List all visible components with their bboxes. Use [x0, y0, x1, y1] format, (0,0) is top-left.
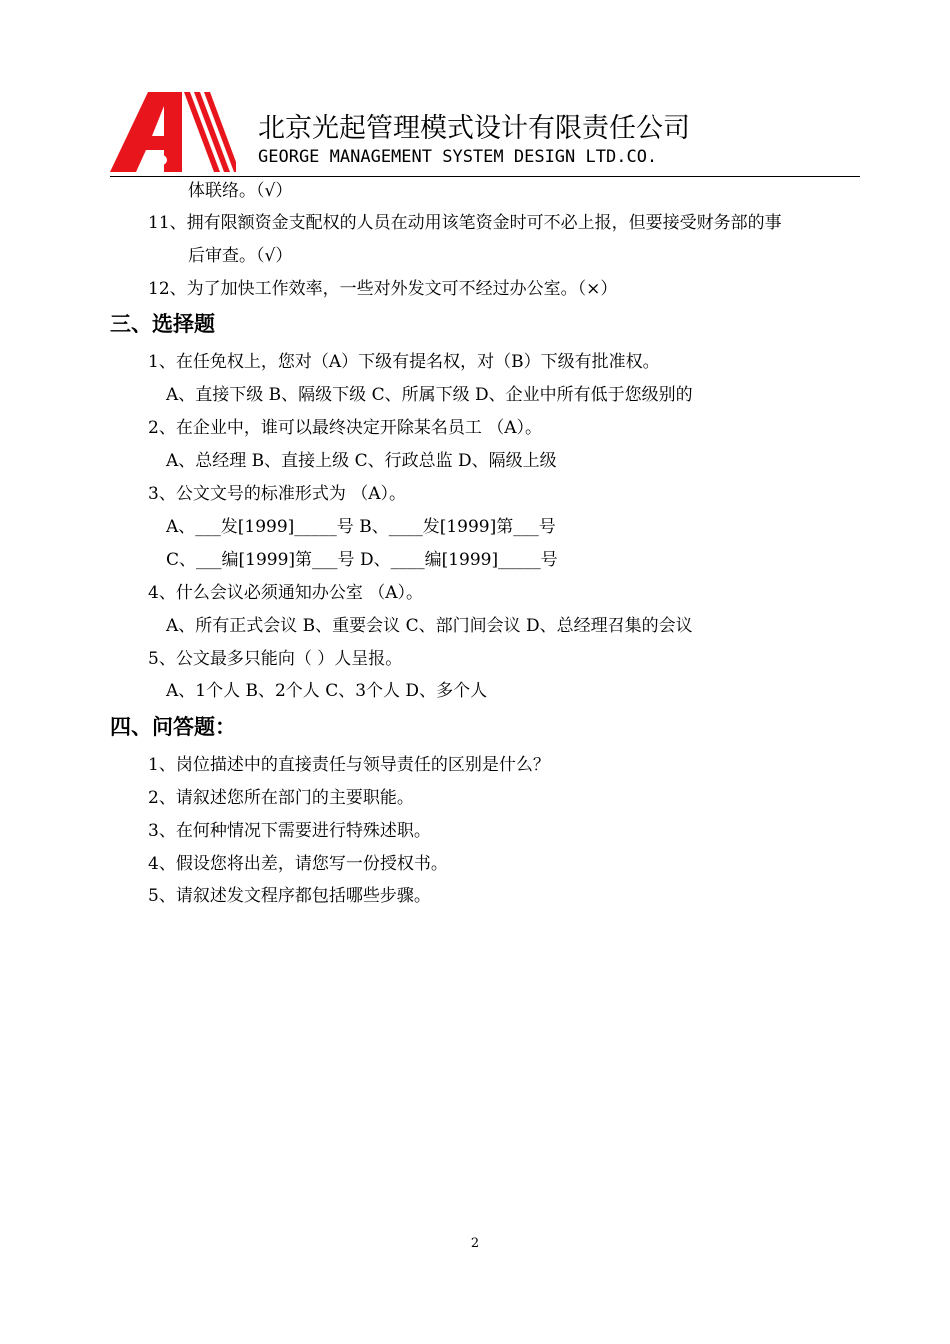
choice-options-1: A、直接下级 B、隔级下级 C、所属下级 D、企业中所有低于您级别的: [166, 385, 693, 405]
section-heading-qa: 四、问答题：: [110, 715, 236, 739]
choice-question-3: 3、公文文号的标准形式为 （A）。: [148, 484, 406, 504]
company-name-en: GEORGE MANAGEMENT SYSTEM DESIGN LTD.CO.: [258, 147, 658, 167]
choice-question-2: 2、在企业中，谁可以最终决定开除某名员工 （A）。: [148, 418, 542, 438]
choice-question-1: 1、在任免权上，您对（A）下级有提名权，对（B）下级有批准权。: [148, 352, 660, 372]
choice-options-2: A、总经理 B、直接上级 C、行政总监 D、隔级上级: [166, 451, 557, 471]
qa-question-2: 2、请叙述您所在部门的主要职能。: [148, 788, 414, 808]
choice-options-4: A、所有正式会议 B、重要会议 C、部门间会议 D、总经理召集的会议: [166, 616, 693, 636]
item-11-line1: 11、拥有限额资金支配权的人员在动用该笔资金时可不必上报，但要接受财务部的事: [148, 213, 782, 233]
section-heading-choice: 三、选择题: [110, 312, 215, 336]
choice-options-3-cd: C、___编[1999]第___号 D、____编[1999]_____号: [166, 550, 558, 570]
qa-question-3: 3、在何种情况下需要进行特殊述职。: [148, 821, 431, 841]
qa-question-5: 5、请叙述发文程序都包括哪些步骤。: [148, 886, 431, 906]
item-10-continuation: 体联络。（√）: [188, 181, 293, 201]
choice-options-5: A、1个人 B、2个人 C、3个人 D、多个人: [166, 681, 488, 701]
qa-question-4: 4、假设您将出差，请您写一份授权书。: [148, 854, 448, 874]
item-11-line2: 后审查。（√）: [188, 246, 293, 266]
choice-options-3-ab: A、___发[1999]_____号 B、____发[1999]第___号: [166, 517, 556, 537]
choice-question-4: 4、什么会议必须通知办公室 （A）。: [148, 583, 423, 603]
company-name-cn: 北京光起管理模式设计有限责任公司: [258, 113, 690, 144]
choice-question-5: 5、公文最多只能向（ ）人呈报。: [148, 649, 403, 669]
item-12: 12、为了加快工作效率，一些对外发文可不经过办公室。（×）: [148, 279, 618, 299]
qa-question-1: 1、岗位描述中的直接责任与领导责任的区别是什么？: [148, 755, 550, 775]
header-divider: [110, 176, 860, 177]
company-logo: [110, 92, 236, 172]
page-number: 2: [470, 1236, 480, 1251]
